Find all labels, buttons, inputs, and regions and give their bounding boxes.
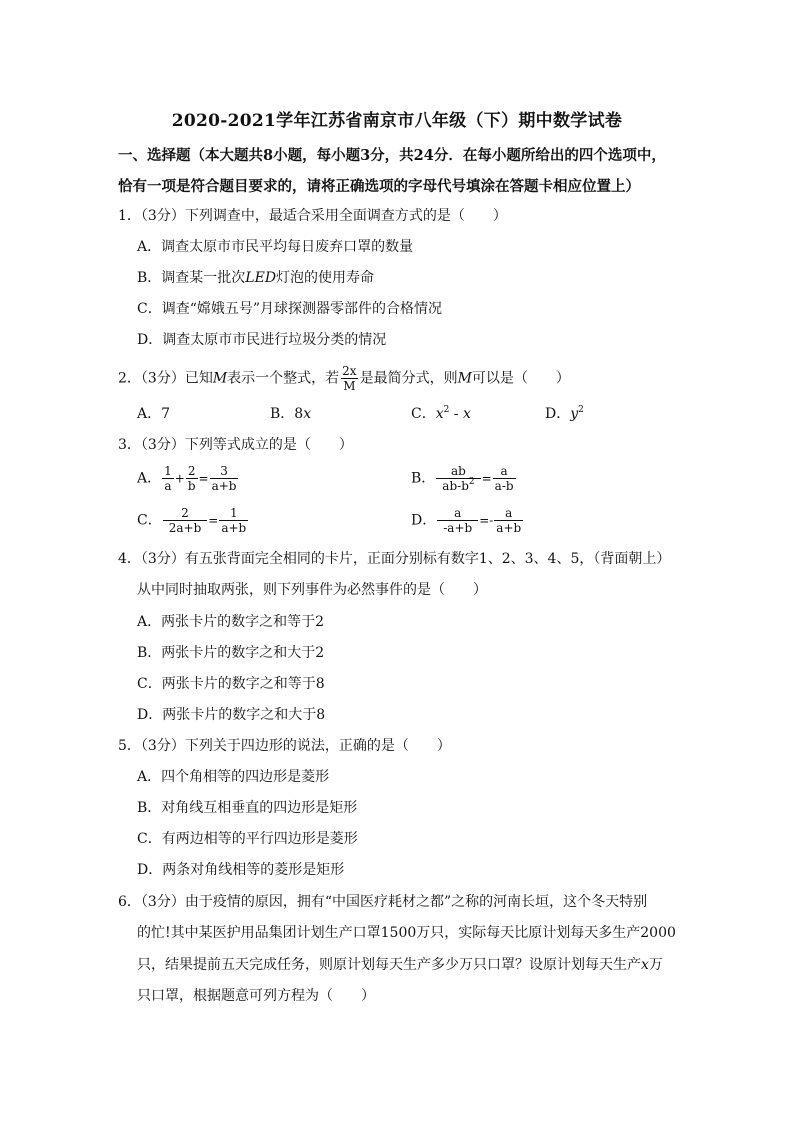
page-title: 2020-2021学年江苏省南京市八年级（下）期中数学试卷 — [171, 111, 623, 131]
question-5-option-a: A．四个角相等的四边形是菱形 — [137, 769, 330, 785]
question-4-option-b: B．两张卡片的数字之和大于2 — [137, 645, 325, 661]
question-3-stem: 3．（3分）下列等式成立的是（ ） — [118, 437, 353, 453]
question-4-option-a: A．两张卡片的数字之和等于2 — [137, 614, 325, 630]
fraction: $\frac{2x}{M}$ — [342, 364, 357, 393]
question-3-option-d: D． $\frac{a}{-a+b}$ =- $\frac{a}{a+b}$ — [411, 506, 522, 535]
question-1-option-a: A．调查太原市市民平均每日废弃口罩的数量 — [137, 239, 414, 255]
question-4-stem-line-1: 4．（3分）有五张背面完全相同的卡片，正面分别标有数字1、2、3、4、5，（背面朝上） — [118, 551, 671, 567]
question-2-option-a: A．7 — [137, 406, 171, 422]
question-5-option-d: D．两条对角线相等的菱形是矩形 — [137, 862, 345, 878]
question-6-line-2: 的忙!其中某医护用品集团计划生产口罩1500万只，实际每天比原计划每天多生产2000 — [137, 925, 676, 941]
question-3-option-c: C． $\frac{2}{2a+b}$ = $\frac{1}{a+b}$ — [137, 506, 247, 535]
question-4-option-d: D．两张卡片的数字之和大于8 — [137, 707, 326, 723]
question-1-option-c: C．调查“嫦娥五号”月球探测器零部件的合格情况 — [137, 301, 443, 317]
question-2-option-d: D．$y^2$ — [545, 405, 584, 422]
question-2-stem: 2．（3分）已知M表示一个整式，若 $\frac{2x}{M}$ 是最简分式，则M可以是（ ） — [118, 364, 570, 393]
question-6-line-4: 只口罩，根据题意可列方程为（ ） — [137, 988, 375, 1004]
question-5-stem: 5．（3分）下列关于四边形的说法，正确的是（ ） — [118, 738, 451, 754]
question-6-line-3: 只，结果提前五天完成任务，则原计划每天生产多少万只口罩？设原计划每天生产x万 — [137, 957, 663, 973]
question-3-option-b: B． $\frac{ab}{ab-b^2}$ = $\frac{a}{a-b}$ — [411, 464, 514, 493]
question-4-stem-line-2: 从中同时抽取两张，则下列事件为必然事件的是（ ） — [137, 582, 487, 598]
question-6-line-1: 6．（3分）由于疫情的原因，拥有“中国医疗耗材之都”之称的河南长垣，这个冬天特别 — [118, 894, 648, 910]
question-2-option-b: B．8x — [270, 406, 312, 422]
question-4-option-c: C．两张卡片的数字之和等于8 — [137, 676, 325, 692]
question-2-option-c: C．$x^2$ - x — [411, 405, 471, 422]
question-1-option-b: B．调查某一批次LED灯泡的使用寿命 — [137, 270, 375, 286]
question-3-option-a: A． $\frac{1}{a}$ + $\frac{2}{b}$ = $\frac{3}{a+b}$ — [137, 464, 237, 493]
section-heading: 一、选择题（本大题共8小题，每小题3分，共24分．在每小题所给出的四个选项中，恰有一项是符合题目要求的，请将正确选项的字母代号填涂在答题卡相应位置上） — [118, 147, 666, 195]
question-1-option-d: D．调查太原市市民进行垃圾分类的情况 — [137, 332, 387, 348]
question-5-option-c: C．有两边相等的平行四边形是菱形 — [137, 831, 358, 847]
question-5-option-b: B．对角线互相垂直的四边形是矩形 — [137, 800, 358, 816]
question-1-stem: 1．（3分）下列调查中，最适合采用全面调查方式的是（ ） — [118, 208, 507, 224]
